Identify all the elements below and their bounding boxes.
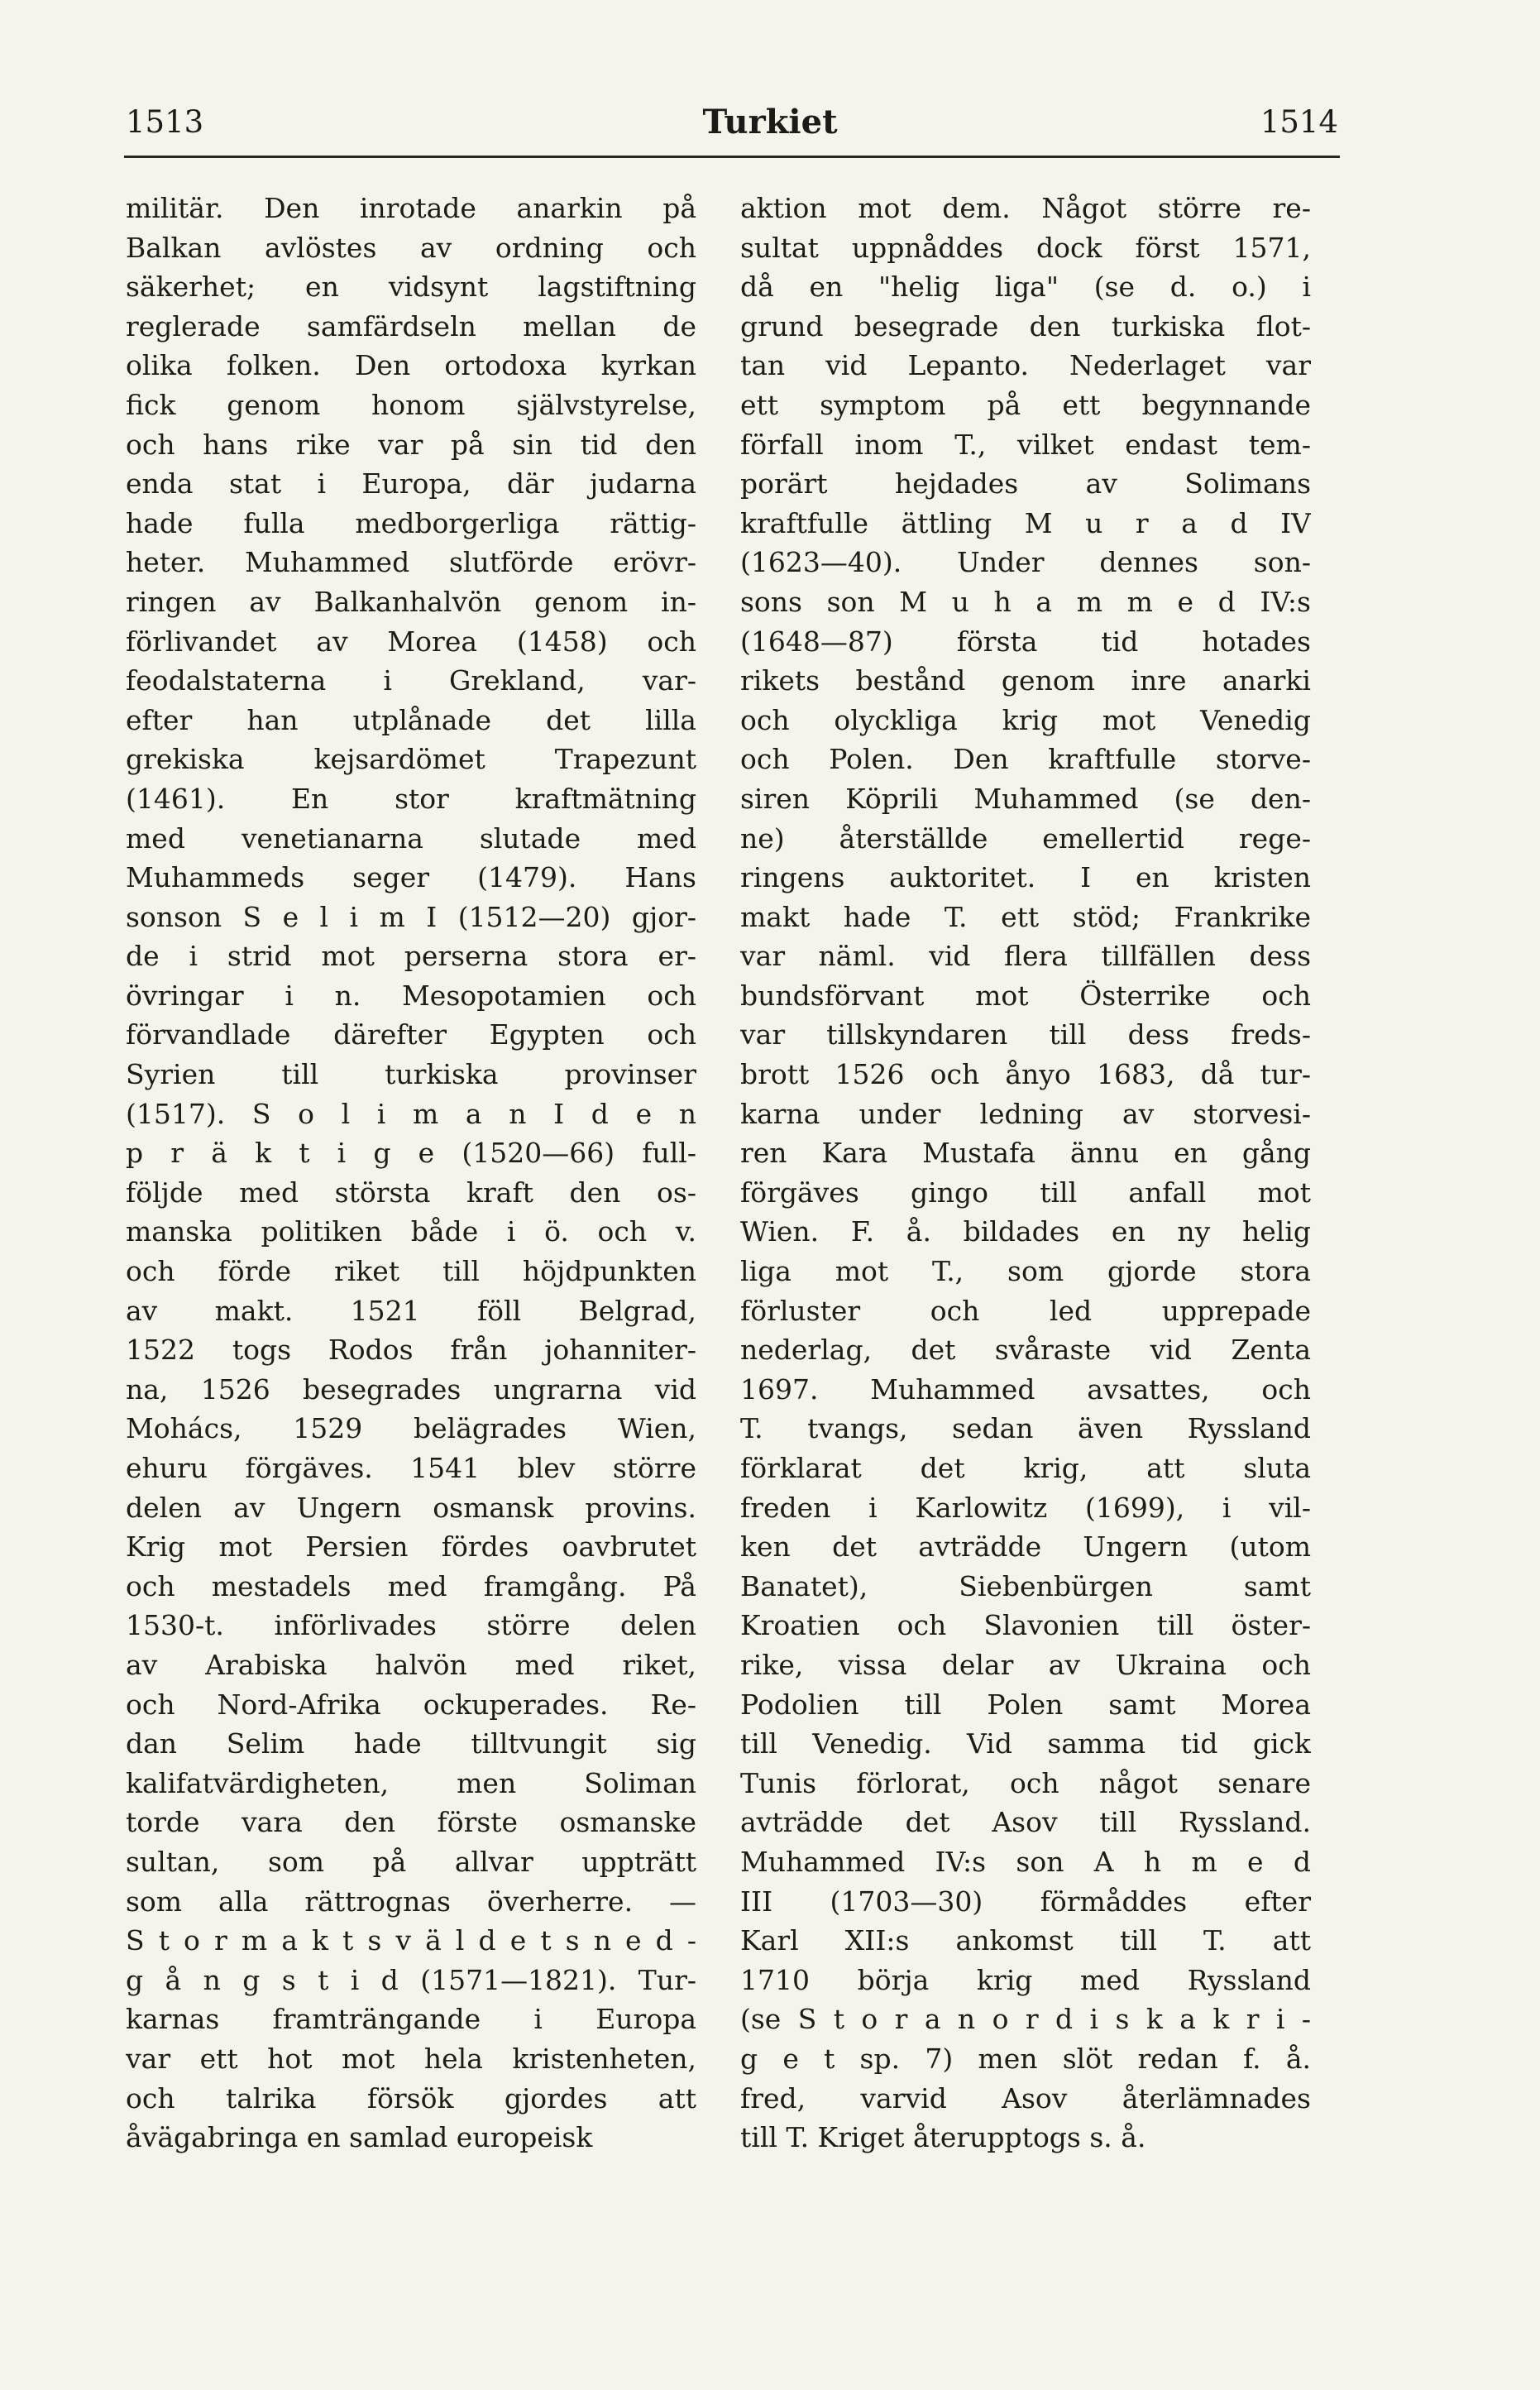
text-line: säkerhet; en vidsynt lagstiftning (126, 271, 696, 304)
text-line: Krig mot Persien fördes oavbrutet (126, 1530, 696, 1564)
text-line: 1697. Muhammed avsattes, och (740, 1372, 1311, 1406)
text-line: förgäves gingo till anfall mot (740, 1176, 1311, 1209)
text-line: sons son M u h a m m e d IV:s (740, 585, 1311, 618)
page-title: Turkiet (702, 103, 838, 141)
text-line: rikets bestånd genom inre anarki (740, 664, 1311, 697)
header-rule (124, 156, 1340, 158)
text-line: kraftfulle ättling M u r a d IV (740, 506, 1311, 539)
text-line: övringar i n. Mesopotamien och (126, 979, 696, 1012)
text-line: förklarat det krig, att sluta (740, 1452, 1311, 1484)
text-line: delen av Ungern osmansk provins. (126, 1491, 696, 1524)
text-line: och talrika försök gjordes att (126, 2081, 696, 2115)
text-line: ne) återställde emellertid rege- (740, 821, 1311, 855)
text-line: åvägabringa en samlad europeisk (126, 2121, 593, 2154)
page-number-left: 1513 (126, 104, 204, 140)
text-line: Syrien till turkiska provinser (126, 1058, 696, 1091)
text-line: fick genom honom självstyrelse, (126, 388, 696, 421)
text-line: Muhammed IV:s son A h m e d (740, 1845, 1311, 1878)
page-number-right: 1514 (1260, 104, 1338, 140)
text-line: och olyckliga krig mot Venedig (740, 703, 1311, 736)
text-line: av makt. 1521 föll Belgrad, (126, 1294, 696, 1327)
text-line: S t o r m a k t s v ä l d e t s n e d - (126, 1924, 696, 1957)
text-line: heter. Muhammed slutförde erövr- (126, 546, 696, 579)
text-line: förluster och led upprepade (740, 1294, 1311, 1327)
text-line: makt hade T. ett stöd; Frankrike (740, 900, 1311, 933)
text-line: Kroatien och Slavonien till öster- (740, 1609, 1311, 1642)
text-line: ett symptom på ett begynnande (740, 388, 1311, 421)
text-line: porärt hejdades av Solimans (740, 467, 1311, 501)
text-line: ken det avträdde Ungern (utom (740, 1530, 1311, 1564)
text-line: tan vid Lepanto. Nederlaget var (740, 349, 1311, 382)
text-line: manska politiken både i ö. och v. (126, 1215, 696, 1248)
text-line: till Venedig. Vid samma tid gick (740, 1727, 1311, 1760)
text-line: Tunis förlorat, och något senare (740, 1766, 1311, 1799)
text-line: karna under ledning av storvesi- (740, 1097, 1311, 1130)
text-line: reglerade samfärdseln mellan de (126, 309, 696, 342)
text-line: förlivandet av Morea (1458) och (126, 625, 696, 658)
text-line: kalifatvärdigheten, men Soliman (126, 1766, 696, 1799)
text-line: liga mot T., som gjorde stora (740, 1255, 1311, 1288)
text-line: (1648—87) första tid hotades (740, 625, 1311, 658)
text-line: (1461). En stor kraftmätning (126, 782, 696, 815)
text-line: förvandlade därefter Egypten och (126, 1018, 696, 1051)
text-line: aktion mot dem. Något större re- (740, 192, 1311, 224)
text-line: enda stat i Europa, där judarna (126, 467, 696, 501)
text-line: torde vara den förste osmanske (126, 1806, 696, 1839)
text-line: Karl XII:s ankomst till T. att (740, 1924, 1311, 1957)
text-line: var näml. vid flera tillfällen dess (740, 940, 1311, 973)
text-line: Balkan avlöstes av ordning och (126, 231, 696, 264)
text-line: (se S t o r a n o r d i s k a k r i - (740, 2003, 1311, 2036)
text-line: sonson S e l i m I (1512—20) gjor- (126, 900, 696, 933)
text-line: feodalstaterna i Grekland, var- (126, 664, 696, 697)
text-line: 1710 börja krig med Ryssland (740, 1963, 1311, 1996)
text-line: ren Kara Mustafa ännu en gång (740, 1137, 1311, 1170)
text-line: Mohács, 1529 belägrades Wien, (126, 1412, 696, 1445)
text-line: med venetianarna slutade med (126, 821, 696, 855)
text-line: och hans rike var på sin tid den (126, 428, 696, 461)
text-line: freden i Karlowitz (1699), i vil- (740, 1491, 1311, 1524)
text-line: (1517). S o l i m a n I d e n (126, 1097, 696, 1130)
text-line: förfall inom T., vilket endast tem- (740, 428, 1311, 461)
text-line: T. tvangs, sedan även Ryssland (740, 1412, 1311, 1445)
text-line: militär. Den inrotade anarkin på (126, 192, 696, 224)
text-line: 1522 togs Rodos från johanniter- (126, 1334, 696, 1367)
text-line: na, 1526 besegrades ungrarna vid (126, 1372, 696, 1406)
text-line: avträdde det Asov till Ryssland. (740, 1806, 1311, 1839)
text-line: var ett hot mot hela kristenheten, (126, 2042, 696, 2075)
text-line: Banatet), Siebenbürgen samt (740, 1569, 1311, 1602)
text-line: grund besegrade den turkiska flot- (740, 309, 1311, 342)
text-line: g å n g s t i d (1571—1821). Tur- (126, 1963, 696, 1996)
text-column-right (740, 189, 1311, 2158)
text-line: g e t sp. 7) men slöt redan f. å. (740, 2042, 1311, 2075)
text-line: olika folken. Den ortodoxa kyrkan (126, 349, 696, 382)
text-line: Wien. F. å. bildades en ny helig (740, 1215, 1311, 1248)
text-line: sultat uppnåddes dock först 1571, (740, 231, 1311, 264)
text-line: och Polen. Den kraftfulle storve- (740, 743, 1311, 776)
text-line: efter han utplånade det lilla (126, 703, 696, 736)
text-column-left (126, 189, 696, 2158)
text-line: som alla rättrognas överherre. — (126, 1885, 696, 1918)
text-line: dan Selim hade tilltvungit sig (126, 1727, 696, 1760)
text-line: brott 1526 och ånyo 1683, då tur- (740, 1058, 1311, 1091)
text-line: Podolien till Polen samt Morea (740, 1688, 1311, 1721)
text-line: karnas framträngande i Europa (126, 2003, 696, 2036)
text-line: fred, varvid Asov återlämnades (740, 2081, 1311, 2115)
text-line: och förde riket till höjdpunkten (126, 1255, 696, 1288)
text-line: grekiska kejsardömet Trapezunt (126, 743, 696, 776)
text-line: bundsförvant mot Österrike och (740, 979, 1311, 1012)
text-line: ringen av Balkanhalvön genom in- (126, 585, 696, 618)
text-line: av Arabiska halvön med riket, (126, 1648, 696, 1681)
text-line: sultan, som på allvar uppträtt (126, 1845, 696, 1878)
text-line: ehuru förgäves. 1541 blev större (126, 1452, 696, 1484)
text-line: III (1703—30) förmåddes efter (740, 1885, 1311, 1918)
text-line: och mestadels med framgång. På (126, 1569, 696, 1602)
text-line: och Nord-Afrika ockuperades. Re- (126, 1688, 696, 1721)
text-line: då en "helig liga" (se d. o.) i (740, 271, 1311, 304)
text-line: 1530-t. införlivades större delen (126, 1609, 696, 1642)
text-line: de i strid mot perserna stora er- (126, 940, 696, 973)
text-line: Muhammeds seger (1479). Hans (126, 861, 696, 894)
text-line: till T. Kriget återupptogs s. å. (740, 2121, 1146, 2154)
text-line: nederlag, det svåraste vid Zenta (740, 1334, 1311, 1367)
text-line: siren Köprili Muhammed (se den- (740, 782, 1311, 815)
text-line: hade fulla medborgerliga rättig- (126, 506, 696, 539)
text-line: rike, vissa delar av Ukraina och (740, 1648, 1311, 1681)
text-line: ringens auktoritet. I en kristen (740, 861, 1311, 894)
text-line: var tillskyndaren till dess freds- (740, 1018, 1311, 1051)
text-line: p r ä k t i g e (1520—66) full- (126, 1137, 696, 1170)
text-line: (1623—40). Under dennes son- (740, 546, 1311, 579)
text-line: följde med största kraft den os- (126, 1176, 696, 1209)
